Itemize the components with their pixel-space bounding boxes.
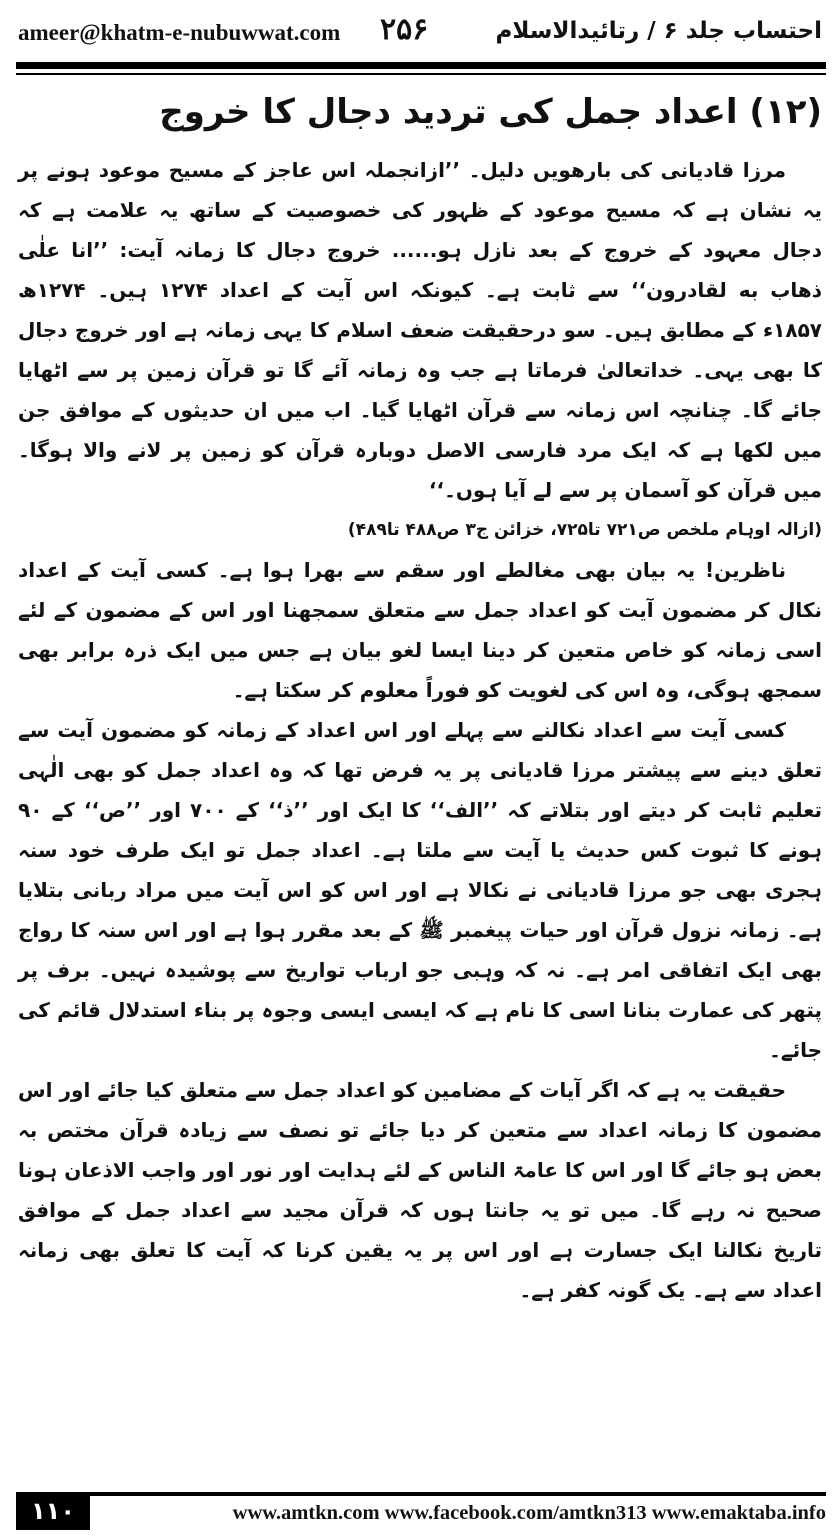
footer-page-number: ۱۱۰ bbox=[16, 1492, 90, 1530]
footer-links[interactable]: www.amtkn.com www.facebook.com/amtkn313 www.emaktaba.info bbox=[232, 1502, 826, 1524]
reference-citation: (ازالہ اوہام ملخص ص۷۲۱ تا۷۲۵، خزائن ج۳ ص۴۸۸ تا۴۸۹) bbox=[347, 520, 822, 540]
header-book-title: احتساب جلد ۶ / رتائیدالاسلام bbox=[495, 18, 822, 44]
quote-paragraph: مرزا قادیانی کی بارھویں دلیل۔ ’’ازانجملہ اس عاجز کے مسیح موعود ہونے پر یہ نشان ہے کہ مسیح موعود کے ظہور کی خصوصیت کے ساتھ یہ علامت ہے کہ دجال معہود کے خروج کے بعد نازل ہو...... خروج دجال کا زمانہ آیت: ’’انا علٰی ذھاب به لقادرون‘‘ سے ثابت ہے۔ کیونکہ اس آیت کے اعداد ۱۲۷۴ ہیں۔ ۱۲۷۴ھ ۱۸۵۷ء کے مطابق ہیں۔ سو درحقیقت ضعف اسلام کا یہی زمانہ ہے اور خروج دجال کا بھی یہی۔ خداتعالیٰ فرماتا ہے جب وہ زمانہ آئے گا تو قرآن زمین پر سے اٹھایا جائے گا۔ چنانچہ اس زمانہ سے قرآن اٹھایا گیا۔ اب میں ان حدیثوں کے موافق جن میں لکھا ہے کہ ایک مرد فارسی الاصل دوبارہ قرآن کو زمین پر لانے والا ہوگا۔ میں قرآن کو آسمان پر سے لے آیا ہوں۔‘‘ bbox=[18, 158, 823, 502]
paragraph-2: کسی آیت سے اعداد نکالنے سے پہلے اور اس اعداد کے زمانہ کو مضمون آیت سے تعلق دینے سے پیشتر مرزا قادیانی پر یہ فرض تھا کہ وہ اعداد جمل کو بھی الٰہی تعلیم ثابت کر دیتے اور بتلاتے کہ ’’الف‘‘ کا ایک اور ’’ذ‘‘ کے ۷۰۰ اور ’’ص‘‘ کے ۹۰ ہونے کا ثبوت کس حدیث یا آیت سے ملتا ہے۔ اعداد جمل تو ایک طرف خود سنہ ہجری بھی جو مرزا قادیانی نے نکالا ہے اور اس کو اس آیت میں مراد ربانی بتلایا ہے۔ زمانہ نزول قرآن اور حیات پیغمبر ﷺ کے بعد مقرر ہوا ہے اور اس سنہ کا رواج بھی ایک اتفاقی امر ہے۔ نہ کہ وہبی جو ارباب تواریخ سے پوشیدہ نہیں۔ برف پر پتھر کی عمارت بنانا اسی کا نام ہے کہ ایسی ایسی وجوہ پر بناء استدلال قائم کی جائے۔ bbox=[18, 718, 823, 1062]
header-rule-thick bbox=[16, 62, 826, 69]
page-header bbox=[14, 8, 826, 58]
header-email: ameer@khatm-e-nubuwwat.com bbox=[18, 20, 341, 45]
paragraph-1: ناظرین! یہ بیان بھی مغالطے اور سقم سے بھرا ہوا ہے۔ کسی آیت کے اعداد نکال کر مضمون آیت کو اعداد جمل سے متعلق سمجھنا اور اس کے مضمون کے لئے اسی زمانہ کو خاص متعین کر دینا ایسا لغو بیان ہے جس میں ایک ذرہ برابر بھی سمجھ ہوگی، وہ اس کی لغویت کو فوراً معلوم کر سکتا ہے۔ bbox=[18, 558, 822, 702]
header-page-number: ۲۵۶ bbox=[380, 12, 429, 47]
section-heading: (۱۲) اعداد جمل کی تردید دجال کا خروج bbox=[159, 92, 822, 132]
paragraph-3: حقیقت یہ ہے کہ اگر آیات کے مضامین کو اعداد جمل سے متعلق کیا جائے اور اس مضمون کا زمانہ اعداد سے متعین کر دیا جائے تو نصف سے زیادہ قرآن مختص بہ بعض ہو جائے گا اور اس کا عامۃ الناس کے لئے ہدایت اور نور اور واجب الاذعان ہونا صحیح نہ رہے گا۔ میں تو یہ جانتا ہوں کہ قرآن مجید سے اعداد جمل کے موافق تاریخ نکالنا ایک جسارت ہے اور اس پر یہ یقین کرنا کہ آیت کا تعلق بھی زمانہ اعداد سے ہے۔ یک گونہ کفر ہے۔ bbox=[18, 1078, 822, 1302]
article-body bbox=[18, 150, 822, 1310]
footer-rule bbox=[16, 1492, 826, 1496]
header-rule-thin bbox=[16, 73, 826, 75]
page-footer bbox=[16, 1492, 826, 1530]
